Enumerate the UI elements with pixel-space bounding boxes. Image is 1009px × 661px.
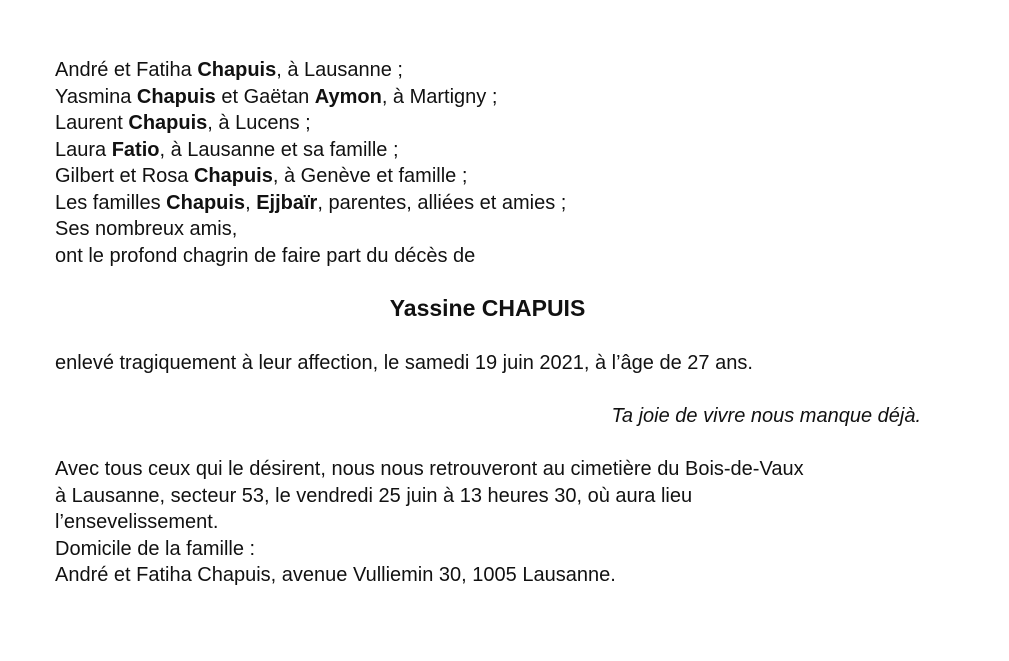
family-line — [55, 243, 935, 270]
memorial-quote: Ta joie de vivre nous manque déjà. — [611, 405, 921, 427]
family-surname: Fatio — [111, 138, 160, 161]
announcement — [55, 350, 935, 377]
family-surname: Chapuis — [128, 112, 208, 134]
family-line — [55, 216, 935, 243]
line-text: , — [245, 191, 257, 214]
family-line — [55, 163, 935, 190]
line-text: , à Lausanne et sa famille ; — [159, 138, 399, 161]
line-text: Ses nombreux amis, — [55, 218, 238, 240]
line-text: et Gaëtan — [215, 85, 315, 108]
deceased-name: Yassine CHAPUIS — [389, 295, 586, 321]
line-text: Laurent — [55, 112, 129, 134]
line-text: , à Lucens ; — [207, 112, 311, 134]
family-surname: Ejjbaïr — [256, 191, 318, 214]
family-surname: Chapuis — [197, 59, 277, 81]
family-line — [55, 84, 935, 111]
line-text: Laura — [55, 138, 112, 161]
family-surname: Chapuis — [136, 85, 216, 108]
family-address-label: Domicile de la famille : — [55, 537, 256, 560]
line-text: Gilbert et Rosa — [55, 165, 194, 187]
family-line — [55, 110, 935, 137]
line-text: , parentes, alliées et amies ; — [317, 191, 567, 214]
line-text: Les familles — [55, 191, 167, 214]
ceremony-line: à Lausanne, secteur 53, le vendredi 25 juin à 13 heures 30, où aura lieu — [55, 484, 693, 507]
line-text: , à Martigny ; — [381, 85, 498, 108]
line-text: André et Fatiha — [55, 59, 198, 81]
ceremony-details — [55, 456, 935, 589]
ceremony-line: l’ensevelissement. — [55, 511, 219, 533]
family-surname: Aymon — [314, 85, 382, 108]
family-line — [55, 137, 935, 164]
ceremony-line: Avec tous ceux qui le désirent, nous nous retrouveront au cimetière du Bois-de-Vaux — [55, 458, 804, 480]
family-surname: Chapuis — [193, 165, 273, 187]
family-list — [55, 57, 935, 269]
family-surname: Chapuis — [166, 191, 246, 214]
line-text: Yasmina — [55, 85, 137, 108]
line-text: , à Genève et famille ; — [272, 165, 468, 187]
family-address: André et Fatiha Chapuis, avenue Vulliemin 30, 1005 Lausanne. — [55, 564, 616, 586]
announcement-line: enlevé tragiquement à leur affection, le samedi 19 juin 2021, à l’âge de 27 ans. — [55, 352, 753, 374]
family-line — [55, 190, 935, 217]
line-text: , à Lausanne ; — [276, 59, 403, 81]
line-text: ont le profond chagrin de faire part du décès de — [55, 244, 476, 267]
family-line — [55, 57, 935, 84]
